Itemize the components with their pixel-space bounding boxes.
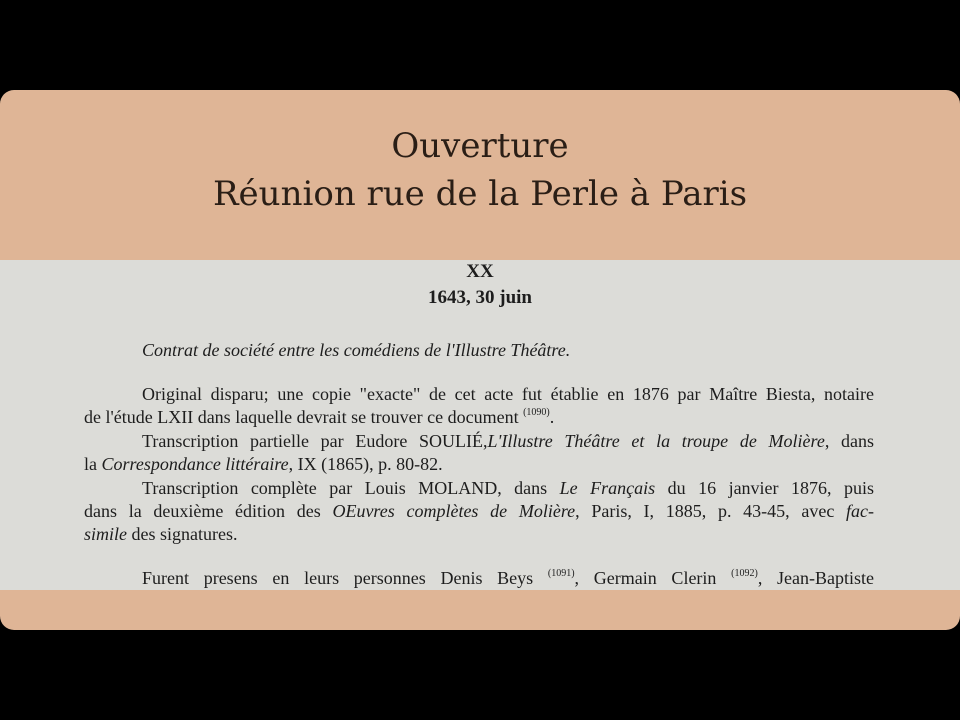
paragraph-4-text-a: Furent presens en leurs personnes Denis Beys xyxy=(142,568,548,588)
slide-title-line-1: Ouverture xyxy=(391,126,569,166)
paragraph-2-title: L'Illustre Théâtre et la troupe de Molière xyxy=(487,431,825,451)
slide-title-line-2: Réunion rue de la Perle à Paris xyxy=(212,174,748,214)
paragraph-3-title: OEuvres complètes de Molière xyxy=(332,501,576,521)
slide xyxy=(0,90,960,630)
paragraph-2-line-2 xyxy=(84,452,874,476)
footnote-1091: (1091) xyxy=(547,568,575,579)
document-subject-text: Contrat de société entre les comédiens de l'Illustre Théâtre. xyxy=(142,340,571,360)
paragraph-3-simile: simile xyxy=(84,524,127,544)
paragraph-4-line-1 xyxy=(142,566,874,590)
paragraph-2-line-1 xyxy=(142,429,874,453)
paragraph-1-line-2 xyxy=(84,405,874,429)
paragraph-1-end: . xyxy=(549,407,555,427)
document-number: XX xyxy=(466,261,494,282)
paragraph-3-text-d: dans la deuxième édition des xyxy=(84,501,333,521)
paragraph-3-fac: fac- xyxy=(846,501,874,521)
paragraph-4-text-c: , Jean-Baptiste xyxy=(757,568,874,588)
paragraph-4-text-b: , Germain Clerin xyxy=(574,568,732,588)
paragraph-3-line-2 xyxy=(84,499,874,523)
paragraph-3-text-a: Transcription complète par Louis MOLAND, dans xyxy=(142,478,560,498)
paragraph-1-line-1: Original disparu; une copie "exacte" de cet acte fut établie en 1876 par Maître Biesta, notaire xyxy=(142,384,874,404)
paragraph-2-ref: , IX (1865), p. 80-82. xyxy=(288,454,443,474)
paragraph-2-journal: Correspondance littéraire xyxy=(101,454,289,474)
document-subject xyxy=(142,338,874,362)
paragraph-2-text-c: , dans xyxy=(824,431,874,451)
document-excerpt-image xyxy=(0,260,960,590)
document-date: 1643, 30 juin xyxy=(428,287,532,308)
footnote-1092: (1092) xyxy=(731,568,758,579)
paragraph-3-text-f: des signatures. xyxy=(127,524,238,544)
paragraph-2-la: la xyxy=(84,454,102,474)
paragraph-1-text: de l'étude LXII dans laquelle devrait se trouver ce document xyxy=(84,407,519,427)
paragraph-2-text-a: Transcription partielle par Eudore SOULIÉ, xyxy=(142,431,488,451)
slide-title xyxy=(0,90,960,260)
paragraph-3-journal: Le Français xyxy=(559,478,656,498)
footnote-1090: (1090) xyxy=(523,407,550,418)
paragraph-3-line-1 xyxy=(142,476,874,500)
paragraph-3-text-c: du 16 janvier 1876, puis xyxy=(655,478,875,498)
paragraph-3-text-e: , Paris, I, 1885, p. 43-45, avec xyxy=(575,501,847,521)
paragraph-3-line-3 xyxy=(84,522,874,546)
